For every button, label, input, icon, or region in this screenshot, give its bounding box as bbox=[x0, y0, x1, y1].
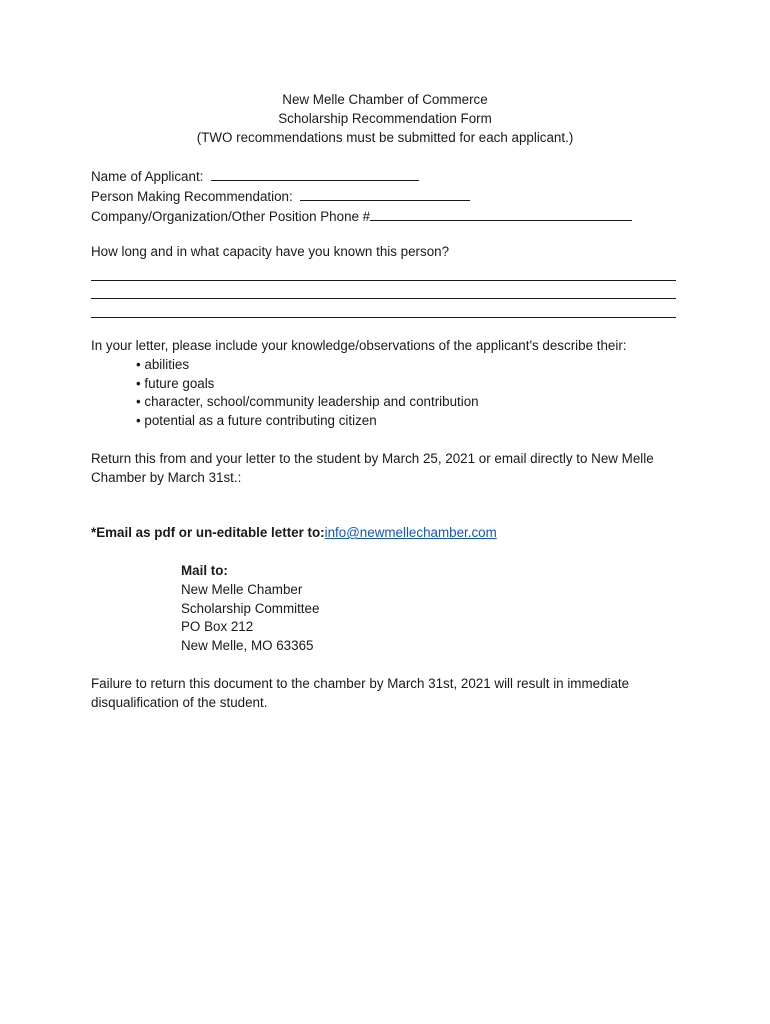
address-line: Scholarship Committee bbox=[181, 600, 320, 616]
notice-line-2: disqualification of the student. bbox=[91, 694, 268, 710]
company-phone-field[interactable] bbox=[370, 207, 632, 221]
recommender-label: Person Making Recommendation: bbox=[91, 188, 293, 204]
list-item: • future goals bbox=[136, 375, 215, 391]
list-item: • potential as a future contributing citizen bbox=[136, 413, 377, 429]
address-line: PO Box 212 bbox=[181, 619, 254, 635]
return-line-2: Chamber by March 31st.: bbox=[91, 469, 242, 485]
list-item: • abilities bbox=[136, 356, 190, 372]
applicant-fields bbox=[91, 167, 691, 226]
return-line-1: Return this from and your letter to the student by March 25, 2021 or email directly to New Melle bbox=[91, 451, 654, 466]
address-line: New Melle, MO 63365 bbox=[181, 638, 314, 654]
company-phone-row bbox=[91, 207, 691, 227]
organization-name: New Melle Chamber of Commerce bbox=[282, 92, 488, 107]
address-line: New Melle Chamber bbox=[181, 581, 303, 597]
recommender-field[interactable] bbox=[300, 187, 470, 201]
form-header bbox=[0, 91, 770, 147]
question-text: How long and in what capacity have you known this person? bbox=[91, 244, 450, 259]
recommender-row bbox=[91, 187, 691, 207]
company-phone-label: Company/Organization/Other Position Phone # bbox=[91, 208, 371, 224]
return-instructions bbox=[91, 450, 691, 488]
relationship-question bbox=[91, 243, 691, 318]
notice-line-1: Failure to return this document to the chamber by March 31st, 2021 will result in immediate bbox=[91, 676, 630, 691]
applicant-name-row bbox=[91, 167, 691, 187]
email-link[interactable]: info@newmellechamber.com bbox=[324, 525, 497, 540]
letter-guidance bbox=[91, 337, 691, 431]
form-title: Scholarship Recommendation Form bbox=[278, 110, 492, 126]
applicant-name-label: Name of Applicant: bbox=[91, 169, 204, 184]
letter-intro: In your letter, please include your knowledge/observations of the applicant's describe their: bbox=[91, 338, 627, 353]
list-item: • character, school/community leadership and contribution bbox=[136, 394, 479, 410]
mail-heading: Mail to: bbox=[181, 563, 228, 578]
submission-note: (TWO recommendations must be submitted for each applicant.) bbox=[196, 129, 574, 145]
answer-line-3[interactable] bbox=[91, 299, 676, 318]
mailing-address bbox=[181, 562, 581, 656]
guidance-list bbox=[91, 356, 691, 431]
email-label: *Email as pdf or un-editable letter to: bbox=[91, 525, 325, 540]
answer-line-2[interactable] bbox=[91, 281, 676, 300]
answer-line-1[interactable] bbox=[91, 262, 676, 281]
disqualification-notice bbox=[91, 675, 691, 713]
email-instructions bbox=[91, 524, 691, 543]
applicant-name-field[interactable] bbox=[211, 167, 419, 181]
